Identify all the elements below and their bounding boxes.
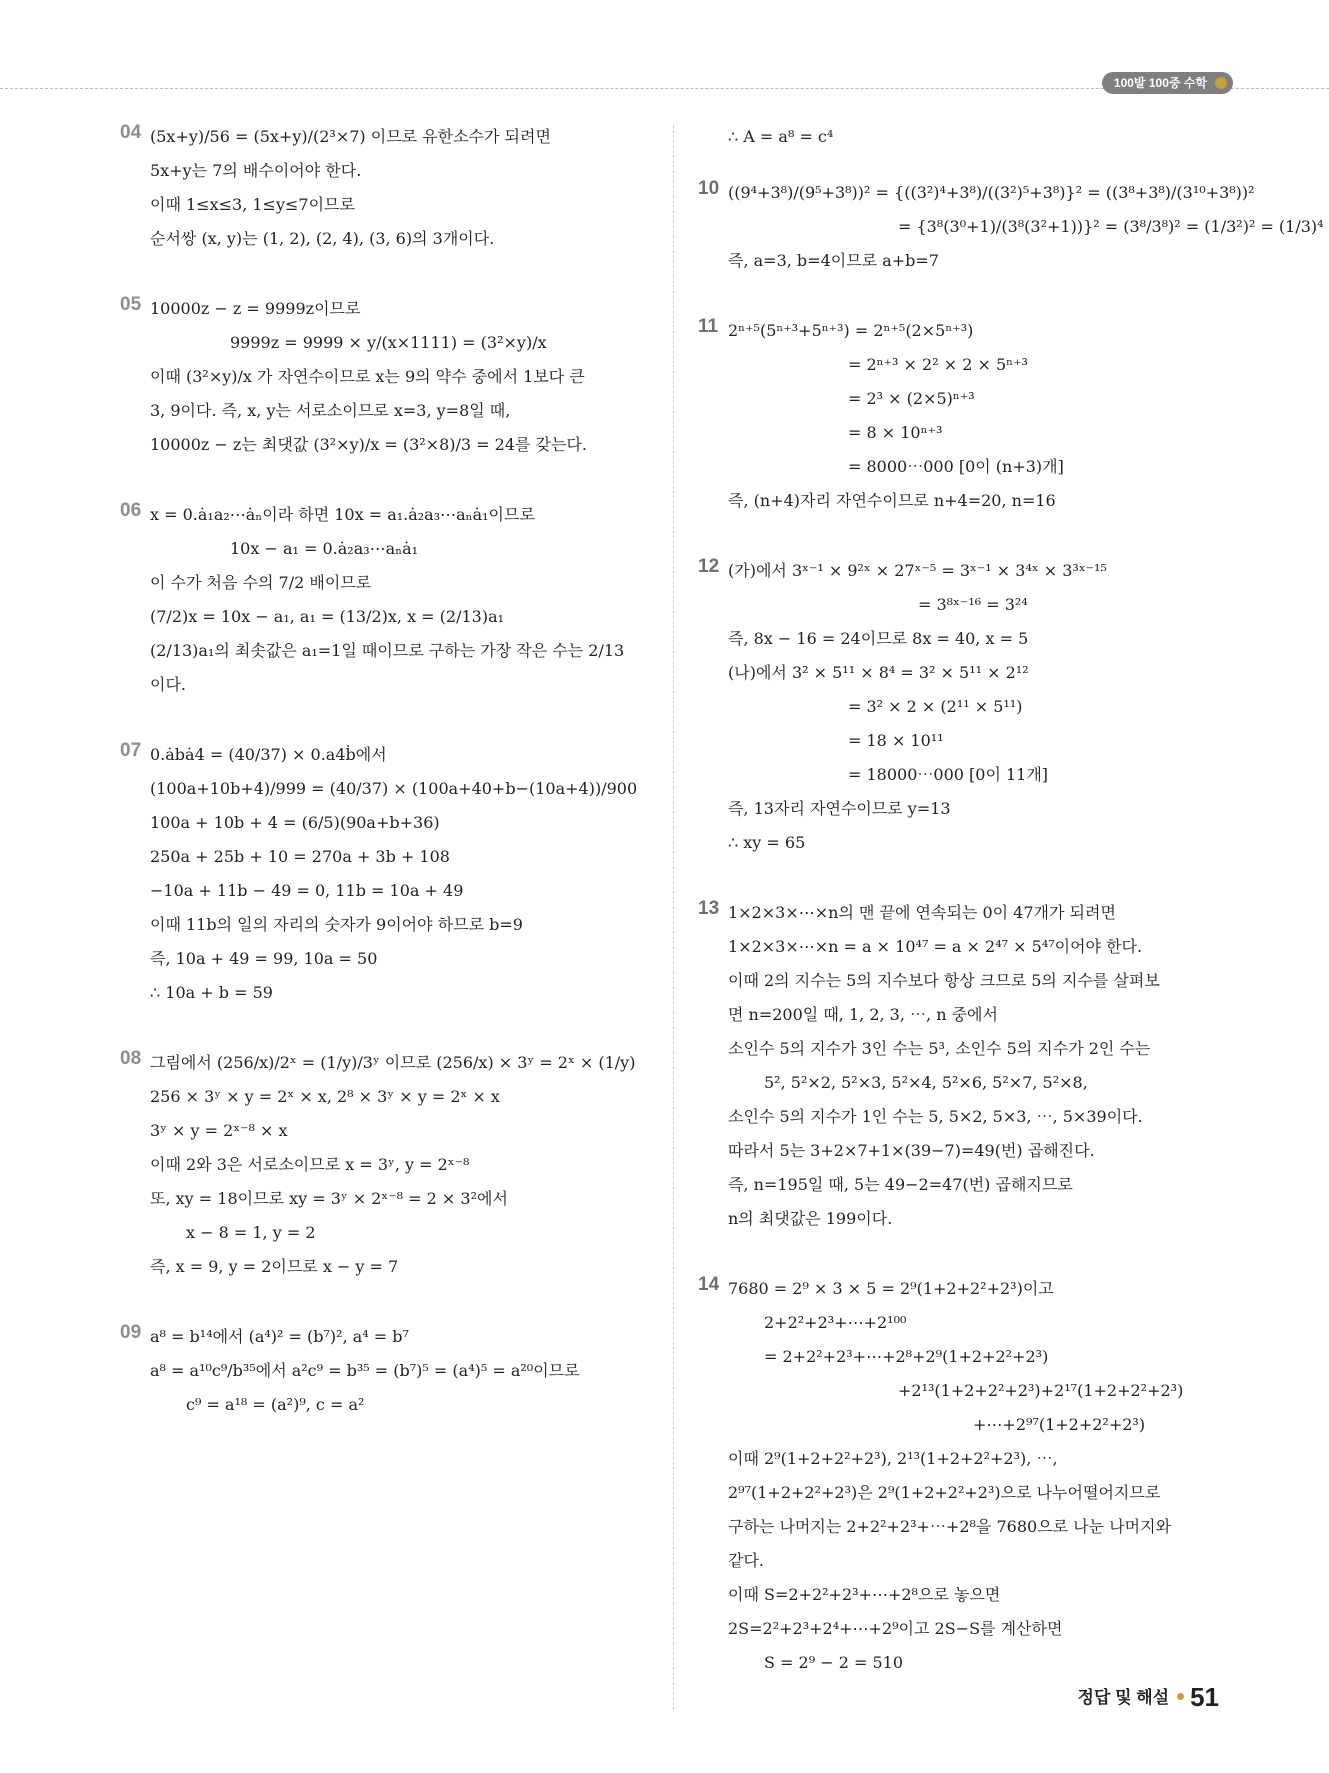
solution-line: = 2ⁿ⁺³ × 2² × 2 × 5ⁿ⁺³ (848, 355, 1028, 374)
problem-number: 14 (698, 1274, 720, 1295)
solution-line: S = 2⁹ − 2 = 510 (764, 1653, 904, 1672)
solution-line: c⁹ = a¹⁸ = (a²)⁹, c = a² (186, 1395, 365, 1414)
solution-line: 즉, a=3, b=4이므로 a+b=7 (728, 251, 939, 270)
solution-line: 7680 = 2⁹ × 3 × 5 = 2⁹(1+2+2²+2³)이고 (728, 1279, 1054, 1298)
solution-line: 또, xy = 18이므로 xy = 3ʸ × 2ˣ⁻⁸ = 2 × 3²에서 (150, 1189, 508, 1208)
problem-11 (698, 314, 1233, 518)
solution-line: 10000z − z = 9999z이므로 (150, 299, 361, 318)
solution-line: (5x+y)/56 = (5x+y)/(2³×7) 이므로 유한소수가 되려면 (150, 127, 551, 146)
solution-line: ∴ xy = 65 (728, 833, 806, 852)
page-footer (1078, 1682, 1219, 1713)
solution-line: = 8000⋯000 [0이 (n+3)개] (848, 457, 1064, 476)
solution-line: +2¹³(1+2+2²+2³)+2¹⁷(1+2+2²+2³) (898, 1381, 1184, 1400)
solution-line: ((9⁴+3⁸)/(9⁵+3⁸))² = {((3²)⁴+3⁸)/((3²)⁵+3⁸)}² = ((3⁸+3⁸)/(3¹⁰+3⁸))² (728, 183, 1255, 202)
solution-line: = 18000⋯000 [0이 11개] (848, 765, 1049, 784)
section-tab-badge (1102, 72, 1233, 94)
solution-line: −10a + 11b − 49 = 0, 11b = 10a + 49 (150, 881, 464, 900)
solution-line: 순서쌍 (x, y)는 (1, 2), (2, 4), (3, 6)의 3개이다. (150, 229, 495, 248)
solution-line: 이때 2의 지수는 5의 지수보다 항상 크므로 5의 지수를 살펴보 (728, 971, 1160, 990)
problem-12 (698, 554, 1233, 860)
problem-number: 13 (698, 898, 720, 919)
solution-line: 3, 9이다. 즉, x, y는 서로소이므로 x=3, y=8일 때, (150, 401, 511, 420)
solution-line: (나)에서 3² × 5¹¹ × 8⁴ = 3² × 5¹¹ × 2¹² (728, 663, 1029, 682)
solution-line: 이때 2⁹(1+2+2²+2³), 2¹³(1+2+2²+2³), ⋯, (728, 1449, 1058, 1468)
problem-number: 10 (698, 178, 720, 199)
solution-line: 2+2²+2³+⋯+2¹⁰⁰ (764, 1313, 907, 1332)
solution-line: = 3² × 2 × (2¹¹ × 5¹¹) (848, 697, 1023, 716)
problem-05 (120, 292, 650, 462)
solution-line: 1×2×3×⋯×n = a × 10⁴⁷ = a × 2⁴⁷ × 5⁴⁷이어야 한다. (728, 937, 1143, 956)
solution-line: 소인수 5의 지수가 1인 수는 5, 5×2, 5×3, ⋯, 5×39이다. (728, 1107, 1143, 1126)
solution-line: 10x − a₁ = 0.ȧ₂a₃⋯aₙȧ₁ (230, 539, 419, 558)
problem-number: 12 (698, 556, 720, 577)
solution-line: = 3⁸ˣ⁻¹⁶ = 3²⁴ (918, 595, 1028, 614)
problem-number: 09 (120, 1322, 142, 1343)
section-tab-label: 100발 100중 수학 (1113, 76, 1207, 90)
solution-line: x = 0.ȧ₁a₂⋯ȧₙ이라 하면 10x = a₁.ȧ₂a₃⋯aₙȧ₁이므로 (150, 505, 535, 524)
solution-line: 면 n=200일 때, 1, 2, 3, ⋯, n 중에서 (728, 1005, 998, 1024)
solution-line: 구하는 나머지는 2+2²+2³+⋯+2⁸을 7680으로 나눈 나머지와 (728, 1517, 1172, 1536)
solution-line: 즉, (n+4)자리 자연수이므로 n+4=20, n=16 (728, 491, 1056, 510)
solution-line: 10000z − z는 최댓값 (3²×y)/x = (3²×8)/3 = 24를 갖는다. (150, 435, 588, 454)
problem-06 (120, 498, 650, 702)
page-number: 51 (1190, 1682, 1219, 1712)
solution-line: = 8 × 10ⁿ⁺³ (848, 423, 943, 442)
solution-line: 즉, 8x − 16 = 24이므로 8x = 40, x = 5 (728, 629, 1029, 648)
solution-line: 이때 (3²×y)/x 가 자연수이므로 x는 9의 약수 중에서 1보다 큰 (150, 367, 585, 386)
solution-line: 이 수가 처음 수의 7/2 배이므로 (150, 573, 372, 592)
solution-line: a⁸ = a¹⁰c⁹/b³⁵에서 a²c⁹ = b³⁵ = (b⁷)⁵ = (a⁴)⁵ = a²⁰이므로 (150, 1361, 580, 1380)
problem-number: 05 (120, 294, 142, 315)
solution-line: 즉, n=195일 때, 5는 49−2=47(번) 곱해지므로 (728, 1175, 1073, 1194)
solution-line: 5², 5²×2, 5²×3, 5²×4, 5²×6, 5²×7, 5²×8, (764, 1073, 1088, 1092)
problem-10 (698, 176, 1324, 278)
solution-line: 즉, 10a + 49 = 99, 10a = 50 (150, 949, 378, 968)
solution-line: 같다. (728, 1551, 764, 1570)
solution-line: (100a+10b+4)/999 = (40/37) × (100a+40+b−(10a+4))/900 (150, 779, 638, 798)
solution-line: +⋯+2⁹⁷(1+2+2²+2³) (973, 1415, 1146, 1434)
solution-line: 256 × 3ʸ × y = 2ˣ × x, 2⁸ × 3ʸ × y = 2ˣ × x (150, 1087, 500, 1106)
solution-line: 즉, 13자리 자연수이므로 y=13 (728, 799, 951, 818)
problem-number: 07 (120, 740, 142, 761)
solution-line: 이다. (150, 675, 186, 694)
problem-07 (120, 738, 650, 1010)
problem-08 (120, 1046, 650, 1284)
solution-line: 2S=2²+2³+2⁴+⋯+2⁹이고 2S−S를 계산하면 (728, 1619, 1063, 1638)
solution-line: 1×2×3×⋯×n의 맨 끝에 연속되는 0이 47개가 되려면 (728, 903, 1116, 922)
solution-line: 250a + 25b + 10 = 270a + 3b + 108 (150, 847, 450, 866)
solution-line: 이때 2와 3은 서로소이므로 x = 3ʸ, y = 2ˣ⁻⁸ (150, 1155, 470, 1174)
problem-04 (120, 120, 650, 256)
tab-dot-icon (1215, 77, 1227, 89)
problem-13 (698, 896, 1233, 1236)
solution-line: ∴ 10a + b = 59 (150, 983, 273, 1002)
solution-line: ∴ A = a⁸ = c⁴ (728, 127, 834, 146)
problem-09-continued (698, 120, 1233, 154)
solution-line: = 2+2²+2³+⋯+2⁸+2⁹(1+2+2²+2³) (764, 1347, 1049, 1366)
solution-line: 이때 S=2+2²+2³+⋯+2⁸으로 놓으면 (728, 1585, 1001, 1604)
problem-14 (698, 1272, 1233, 1680)
solution-line: (2/13)a₁의 최솟값은 a₁=1일 때이므로 구하는 가장 작은 수는 2/13 (150, 641, 625, 660)
solution-line: 이때 1≤x≤3, 1≤y≤7이므로 (150, 195, 355, 214)
solution-line: 0.ȧbȧ4 = (40/37) × 0.a4ḃ에서 (150, 745, 387, 764)
solution-line: 즉, x = 9, y = 2이므로 x − y = 7 (150, 1257, 399, 1276)
solution-line: 2⁹⁷(1+2+2²+2³)은 2⁹(1+2+2²+2³)으로 나누어떨어지므로 (728, 1483, 1161, 1502)
footer-dot-icon (1177, 1693, 1184, 1700)
problem-09 (120, 1320, 650, 1422)
problem-number: 06 (120, 500, 142, 521)
solution-line: 따라서 5는 3+2×7+1×(39−7)=49(번) 곱해진다. (728, 1141, 1095, 1160)
right-column (698, 120, 1324, 1716)
solution-line: 소인수 5의 지수가 3인 수는 5³, 소인수 5의 지수가 2인 수는 (728, 1039, 1151, 1058)
solution-line: (가)에서 3ˣ⁻¹ × 9²ˣ × 27ˣ⁻⁵ = 3ˣ⁻¹ × 3⁴ˣ × 3³ˣ⁻¹⁵ (728, 561, 1107, 580)
problem-number: 04 (120, 122, 142, 143)
problem-number: 08 (120, 1048, 142, 1069)
footer-label: 정답 및 해설 (1077, 1688, 1170, 1707)
solution-line: = {3⁸(3⁰+1)/(3⁸(3²+1))}² = (3⁸/3⁸)² = (1/3²)² = (1/3)⁴ (898, 217, 1324, 236)
solution-line: 2ⁿ⁺⁵(5ⁿ⁺³+5ⁿ⁺³) = 2ⁿ⁺⁵(2×5ⁿ⁺³) (728, 321, 974, 340)
solution-line: = 18 × 10¹¹ (848, 731, 944, 750)
solution-line: 그림에서 (256/x)/2ˣ = (1/y)/3ʸ 이므로 (256/x) × 3ʸ = 2ˣ × (1/y) (150, 1053, 636, 1072)
solution-line: n의 최댓값은 199이다. (728, 1209, 893, 1228)
solution-line: = 2³ × (2×5)ⁿ⁺³ (848, 389, 975, 408)
solution-line: 3ʸ × y = 2ˣ⁻⁸ × x (150, 1121, 288, 1140)
solution-line: 9999z = 9999 × y/(x×1111) = (3²×y)/x (230, 333, 547, 352)
solution-line: a⁸ = b¹⁴에서 (a⁴)² = (b⁷)², a⁴ = b⁷ (150, 1327, 409, 1346)
solution-line: 100a + 10b + 4 = (6/5)(90a+b+36) (150, 813, 440, 832)
left-column (120, 120, 650, 1458)
solution-line: x − 8 = 1, y = 2 (186, 1223, 316, 1242)
solution-line: 5x+y는 7의 배수이어야 한다. (150, 161, 362, 180)
solution-line: 이때 11b의 일의 자리의 숫자가 9이어야 하므로 b=9 (150, 915, 523, 934)
solution-line: (7/2)x = 10x − a₁, a₁ = (13/2)x, x = (2/13)a₁ (150, 607, 505, 626)
problem-number: 11 (698, 316, 719, 337)
column-divider (673, 125, 674, 1710)
